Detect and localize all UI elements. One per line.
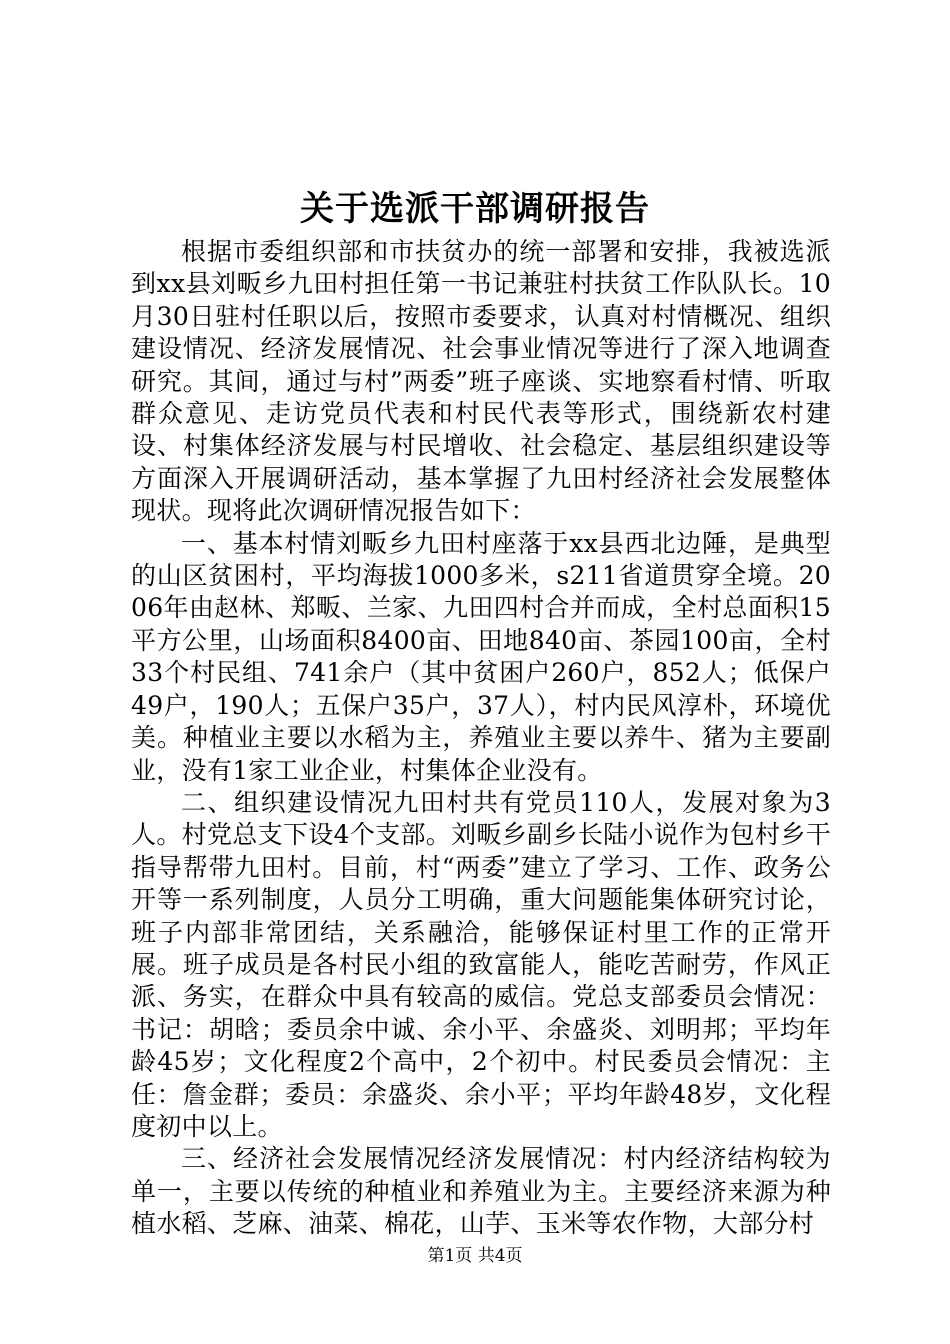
paragraph-intro: 根据市委组织部和市扶贫办的统一部署和安排，我被选派到xx县刘畈乡九田村担任第一书记兼驻村扶贫工作队队长。10月30日驻村任职以后，按照市委要求，认真对村情概况、组织建设情况、经济发展情况、社会事业情况等进行了深入地调查研究。其间，通过与村”两委”班子座谈、实地察看村情、听取群众意见、走访党员代表和村民代表等形式，围绕新农村建设、村集体经济发展与村民增收、社会稳定、基层组织建设等方面深入开展调研活动，基本掌握了九田村经济社会发展整体现状。现将此次调研情况报告如下： bbox=[131, 237, 831, 526]
document-title: 关于选派干部调研报告 bbox=[300, 189, 650, 229]
paragraph-organization: 二、组织建设情况九田村共有党员110人，发展对象为3人。村党总支下设4个支部。刘畈乡副乡长陆小说作为包村乡干指导帮带九田村。目前，村“两委”建立了学习、工作、政务公开等一系列制度，人员分工明确，重大问题能集体研究讨论，班子内部非常团结，关系融洽，能够保证村里工作的正常开展。班子成员是各村民小组的致富能人，能吃苦耐劳，作风正派、务实，在群众中具有较高的威信。党总支部委员会情况：书记：胡晗；委员余中诚、余小平、余盛炎、刘明邦；平均年龄45岁；文化程度2个高中，2个初中。村民委员会情况：主任：詹金群；委员：余盛炎、余小平；平均年龄48岁，文化程度初中以上。 bbox=[131, 787, 831, 1141]
page-footer: 第1页 共4页 bbox=[427, 1246, 523, 1266]
paragraph-economy: 三、经济社会发展情况经济发展情况：村内经济结构较为单一，主要以传统的种植业和养殖业为主。主要经济来源为种植水稻、芝麻、油菜、棉花，山芋、玉米等农作物，大部分村 bbox=[131, 1144, 831, 1239]
document-body bbox=[131, 236, 831, 1241]
paragraph-village-basics: 一、基本村情刘畈乡九田村座落于xx县西北边陲，是典型的山区贫困村，平均海拔1000多米，s211省道贯穿全境。2006年由赵林、郑畈、兰家、九田四村合并而成，全村总面积15平方公里，山场面积8400亩、田地840亩、茶园100亩，全村33个村民组、741余户（其中贫困户260户，852人；低保户49户，190人；五保户35户，37人），村内民风淳朴，环境优美。种植业主要以水稻为主，养殖业主要以养牛、猪为主要副业，没有1家工业企业，村集体企业没有。 bbox=[131, 528, 831, 785]
